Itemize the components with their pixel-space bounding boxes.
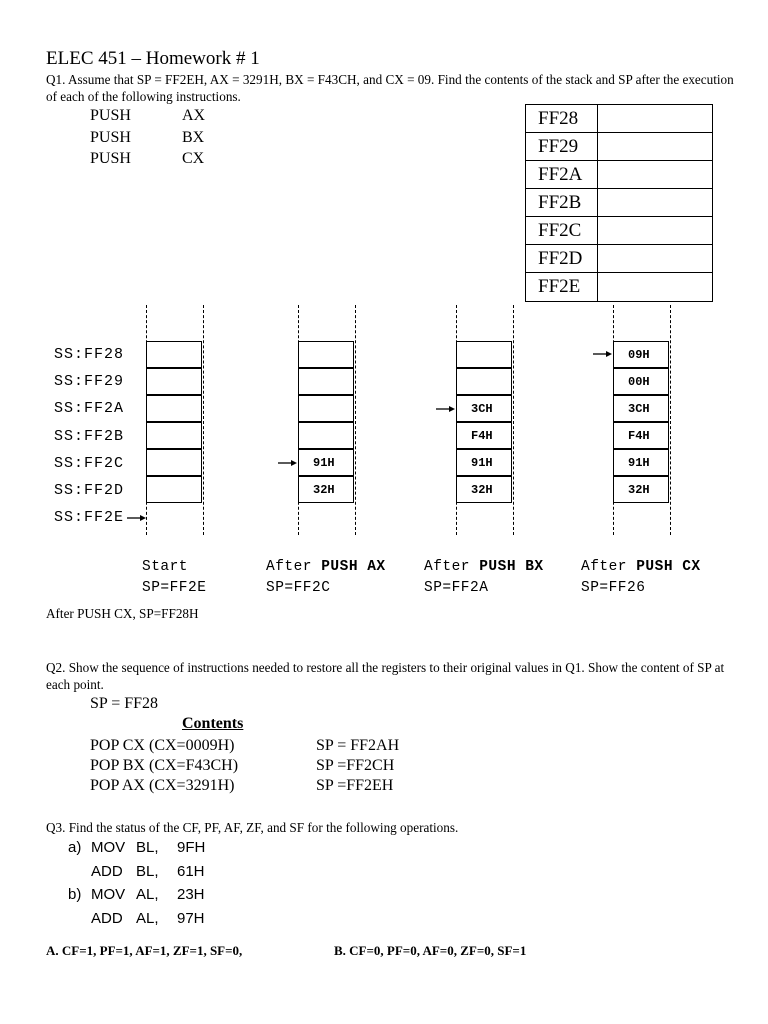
caption-prefix: After	[424, 559, 480, 575]
asm-op: ADD	[91, 910, 123, 927]
stack-cell	[298, 368, 354, 395]
table-row	[526, 105, 712, 133]
q3-answer-b: B. CF=0, PF=0, AF=0, ZF=0, SF=1	[334, 943, 527, 958]
asm-op: ADD	[91, 863, 123, 880]
pop-instruction: POP CX (CX=0009H)	[90, 737, 235, 754]
table-address: FF2C	[526, 217, 598, 244]
ss-address-label: SS:FF29	[54, 373, 125, 390]
ss-address-label: SS:FF2E	[54, 509, 125, 526]
stack-sp-value: SP=FF26	[581, 580, 646, 596]
stack-cell	[298, 341, 354, 368]
stack-cell: 32H	[613, 476, 669, 503]
table-address: FF29	[526, 133, 598, 160]
table-value-cell	[598, 105, 712, 132]
instruction-arg: BX	[182, 129, 205, 146]
caption-instruction: PUSH BX	[479, 559, 544, 575]
table-row	[526, 161, 712, 189]
instruction-arg: AX	[182, 107, 206, 124]
stack-pointer-arrow-icon	[278, 459, 298, 467]
asm-val: 61H	[177, 863, 205, 880]
ss-address-label: SS:FF2A	[54, 400, 125, 417]
ss-address-label: SS:FF28	[54, 346, 125, 363]
ss-address-label: SS:FF2D	[54, 482, 125, 499]
asm-reg: AL,	[136, 886, 159, 903]
stack-cell: 91H	[613, 449, 669, 476]
stack-cell: F4H	[456, 422, 512, 449]
table-value-cell	[598, 161, 712, 188]
q2-question-text: Q2. Show the sequence of instructions needed to restore all the registers to their original values in Q1. Show the content of SP at each point.	[46, 660, 725, 692]
table-value-cell	[598, 189, 712, 216]
caption-instruction: PUSH CX	[636, 559, 701, 575]
stack-boundary-line	[513, 305, 514, 535]
homework-title: ELEC 451 – Homework # 1	[46, 48, 260, 69]
asm-op: MOV	[91, 839, 126, 856]
table-value-cell	[598, 217, 712, 244]
stack-diagram-start	[146, 305, 204, 535]
stack-cell	[298, 395, 354, 422]
pop-instruction: POP AX (CX=3291H)	[90, 777, 235, 794]
stack-cell: 32H	[298, 476, 354, 503]
asm-reg: BL,	[136, 863, 159, 880]
ss-address-label: SS:FF2B	[54, 428, 125, 445]
instruction-op: PUSH	[90, 150, 131, 167]
stack-cell	[146, 476, 202, 503]
table-row	[526, 245, 712, 273]
stack-cell	[146, 368, 202, 395]
caption-prefix: After	[581, 559, 637, 575]
stack-boundary-line	[355, 305, 356, 535]
stack-pointer-arrow-icon	[593, 350, 613, 358]
table-value-cell	[598, 133, 712, 160]
asm-reg: AL,	[136, 910, 159, 927]
part-label: a)	[68, 839, 82, 856]
stack-cell	[146, 395, 202, 422]
instruction-arg: CX	[182, 150, 205, 167]
stack-cell	[456, 368, 512, 395]
stack-sp-value: SP=FF2A	[424, 580, 489, 596]
stack-answer-table	[525, 104, 713, 302]
table-row	[526, 133, 712, 161]
pop-instruction: POP BX (CX=F43CH)	[90, 757, 239, 774]
stack-pointer-arrow-icon	[127, 514, 147, 522]
stack-sp-value: SP=FF2C	[266, 580, 331, 596]
q1-question-text: Q1. Assume that SP = FF2EH, AX = 3291H, BX = F43CH, and CX = 09. Find the contents of the stack and SP after the execution of each of the following instructions.	[46, 72, 734, 104]
stack-cell	[456, 341, 512, 368]
table-address: FF2E	[526, 273, 598, 301]
pop-sp-value: SP =FF2EH	[316, 777, 394, 794]
stack-cell	[298, 422, 354, 449]
stack-caption	[581, 559, 701, 575]
caption-prefix: Start	[142, 559, 189, 575]
asm-val: 23H	[177, 886, 205, 903]
table-address: FF2D	[526, 245, 598, 272]
stack-boundary-line	[203, 305, 204, 535]
stack-cell	[146, 449, 202, 476]
instruction-op: PUSH	[90, 129, 131, 146]
caption-prefix: After	[266, 559, 322, 575]
asm-val: 9FH	[177, 839, 206, 856]
table-address: FF2A	[526, 161, 598, 188]
stack-pointer-arrow-icon	[436, 405, 456, 413]
stack-caption	[142, 559, 188, 575]
q3-answer-a: A. CF=1, PF=1, AF=1, ZF=1, SF=0,	[46, 943, 243, 958]
table-row	[526, 217, 712, 245]
stack-diagram-after-push-cx	[613, 305, 671, 535]
q1-answer-note: After PUSH CX, SP=FF28H	[46, 606, 199, 621]
stack-cell: 32H	[456, 476, 512, 503]
q2-contents-heading: Contents	[182, 715, 244, 732]
stack-cell: 09H	[613, 341, 669, 368]
stack-sp-value: SP=FF2E	[142, 580, 207, 596]
stack-caption	[424, 559, 544, 575]
table-value-cell	[598, 273, 712, 301]
q3-question-text: Q3. Find the status of the CF, PF, AF, ZF, and SF for the following operations.	[46, 820, 459, 835]
asm-reg: BL,	[136, 839, 159, 856]
stack-diagram-after-push-bx	[456, 305, 514, 535]
table-address: FF28	[526, 105, 598, 132]
asm-op: MOV	[91, 886, 126, 903]
stack-cell	[146, 341, 202, 368]
stack-caption	[266, 559, 386, 575]
stack-boundary-line	[670, 305, 671, 535]
stack-cell: 00H	[613, 368, 669, 395]
table-value-cell	[598, 245, 712, 272]
table-address: FF2B	[526, 189, 598, 216]
stack-cell: 91H	[456, 449, 512, 476]
caption-instruction: PUSH AX	[321, 559, 386, 575]
stack-cell	[146, 422, 202, 449]
pop-sp-value: SP = FF2AH	[316, 737, 400, 754]
stack-diagram-after-push-ax	[298, 305, 356, 535]
instruction-op: PUSH	[90, 107, 131, 124]
ss-address-label: SS:FF2C	[54, 455, 125, 472]
stack-cell: 3CH	[613, 395, 669, 422]
asm-val: 97H	[177, 910, 205, 927]
stack-cell: F4H	[613, 422, 669, 449]
table-row	[526, 273, 712, 301]
stack-cell: 3CH	[456, 395, 512, 422]
q2-sp-start: SP = FF28	[90, 695, 159, 712]
pop-sp-value: SP =FF2CH	[316, 757, 395, 774]
table-row	[526, 189, 712, 217]
stack-cell: 91H	[298, 449, 354, 476]
part-label: b)	[68, 886, 82, 903]
